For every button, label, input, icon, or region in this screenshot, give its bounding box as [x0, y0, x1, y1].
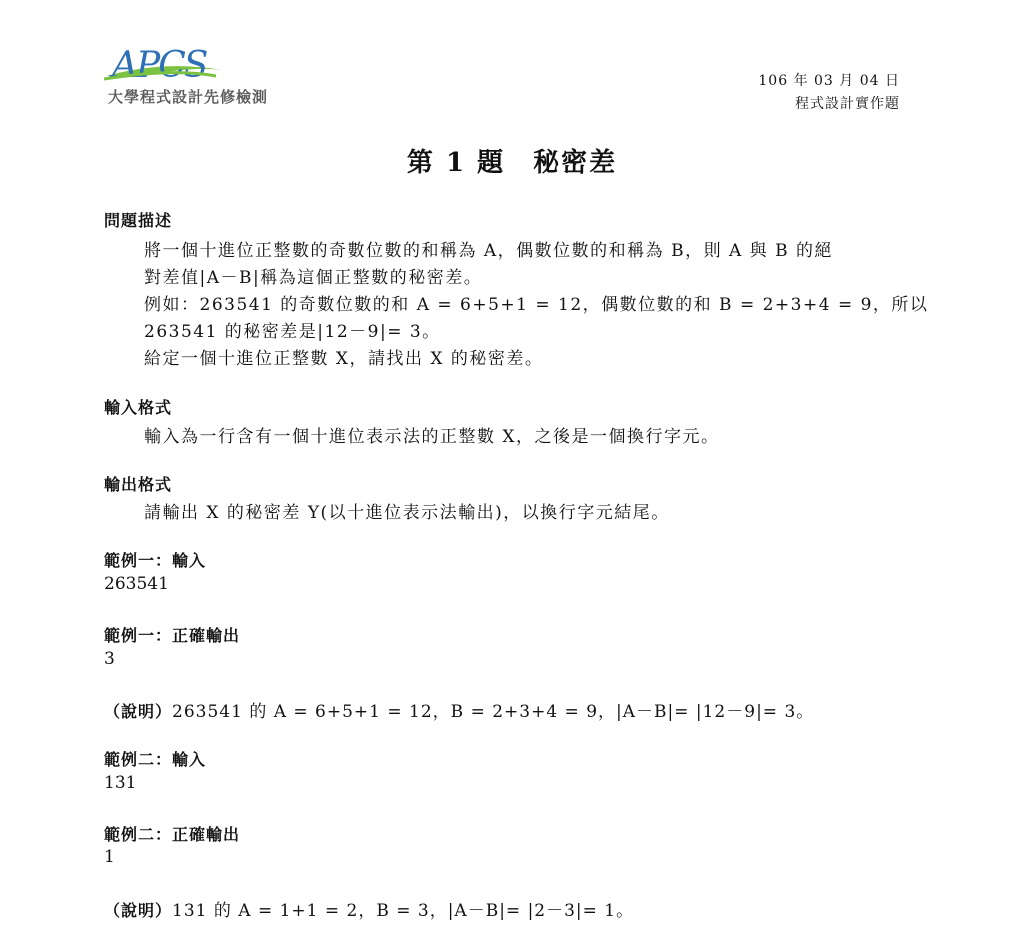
example2-output: 1	[104, 847, 115, 867]
example2-note	[104, 896, 634, 921]
example1-output-heading: 範例一：正確輸出	[104, 626, 241, 645]
note-text: 131 的 A = 1+1 = 2，B = 3，|A－B|= |2－3|= 1。	[172, 901, 635, 921]
header-info	[758, 70, 900, 116]
example2-output-heading: 範例二：正確輸出	[104, 825, 241, 844]
example1-note	[104, 697, 814, 722]
exam-date: 106 年 03 月 04 日	[758, 73, 900, 89]
svg-text:APCS: APCS	[112, 46, 207, 86]
description-line: 例如：263541 的奇數位數的和 A = 6+5+1 = 12，偶數位數的和 B = 2+3+4 = 9，所以	[144, 295, 929, 315]
example1-input: 263541	[104, 574, 169, 594]
description-heading: 問題描述	[104, 211, 173, 230]
example2-input-heading: 範例二：輸入	[104, 750, 207, 769]
example1-input-heading: 範例一：輸入	[104, 551, 207, 570]
input-format-text: 輸入為一行含有一個十進位表示法的正整數 X，之後是一個換行字元。	[144, 427, 720, 447]
note-label: （說明）	[104, 901, 173, 920]
description-line: 263541 的秘密差是|12－9|= 3。	[144, 322, 441, 342]
apcs-logo	[104, 46, 304, 112]
input-format-heading: 輸入格式	[104, 398, 173, 417]
example1-output: 3	[104, 649, 115, 669]
exam-category: 程式設計實作題	[795, 96, 900, 112]
output-format-text: 請輸出 X 的秘密差 Y(以十進位表示法輸出)，以換行字元結尾。	[144, 503, 670, 523]
description-line: 將一個十進位正整數的奇數位數的和稱為 A，偶數位數的和稱為 B，則 A 與 B 的絕	[144, 241, 833, 261]
note-label: （說明）	[104, 702, 173, 721]
apcs-logo-mark	[104, 46, 304, 86]
example2-input: 131	[104, 773, 137, 793]
logo-subtitle: 大學程式設計先修檢測	[108, 88, 269, 106]
problem-title: 第 1 題 秘密差	[406, 148, 618, 178]
output-format-heading: 輸出格式	[104, 475, 173, 494]
note-text: 263541 的 A = 6+5+1 = 12，B = 2+3+4 = 9，|A－B|= |12－9|= 3。	[172, 702, 815, 722]
description-line: 對差值|A－B|稱為這個正整數的秘密差。	[144, 268, 483, 288]
description-line: 給定一個十進位正整數 X，請找出 X 的秘密差。	[144, 349, 544, 369]
